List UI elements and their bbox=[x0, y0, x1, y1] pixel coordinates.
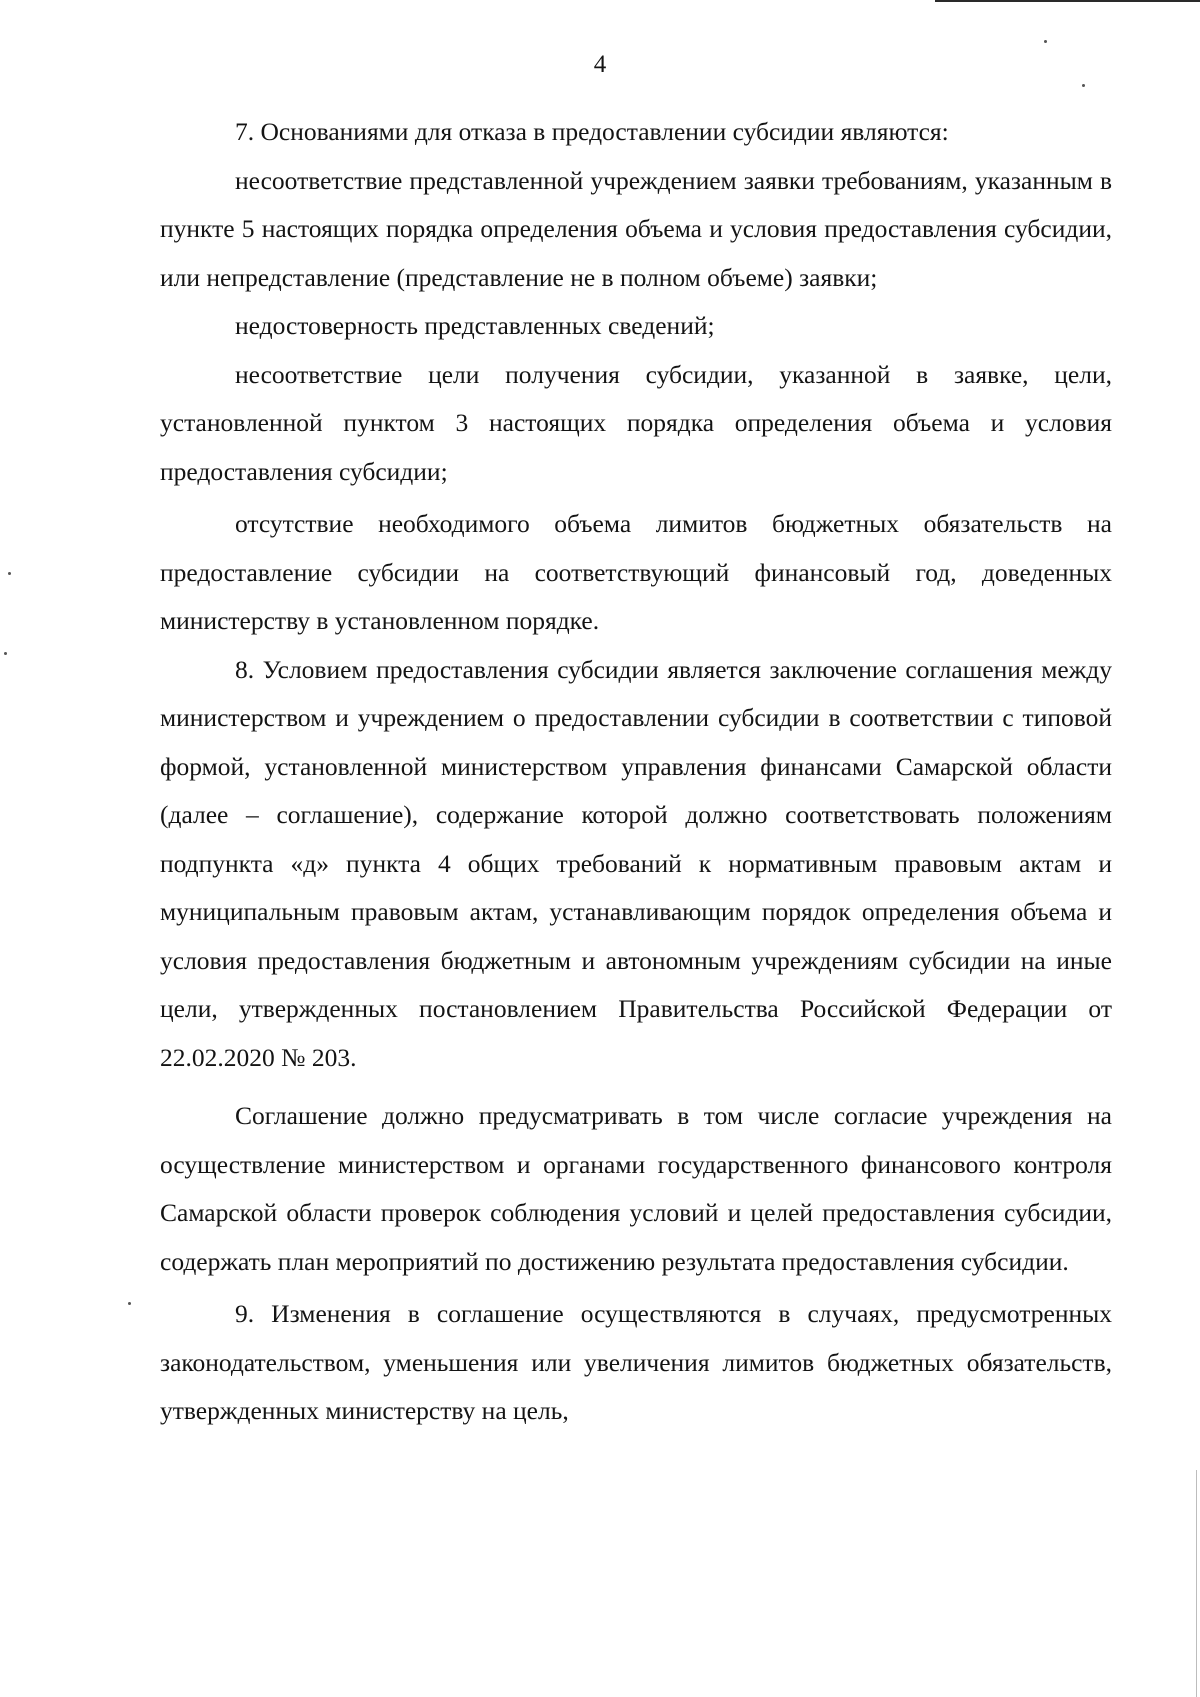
paragraph-9: 9. Изменения в соглашение осуществляются в случаях, предусмотренных законодательством, уменьшения или увеличения лимитов бюджетных обязательств, утвержденных министерству на цель, bbox=[160, 1299, 1112, 1425]
paragraph-8-agreement: Соглашение должно предусматривать в том числе согласие учреждения на осуществление министерством и органами государственного финансового контроля Самарской области проверок соблюдения условий и целей предоставления субсидии, содержать план мероприятий по достижению результата предоставления субсидии. bbox=[160, 1101, 1112, 1276]
paragraph-8: 8. Условием предоставления субсидии является заключение соглашения между министерством и учреждением о предоставлении субсидии в соответствии с типовой формой, установленной министерством управления финансами Самарской области (далее – соглашение), содержание которой должно соответствовать положениям подпункта «д» пункта 4 общих требований к нормативным правовым актам и муниципальным правовым актам, устанавливающим порядок определения объема и условия предоставления бюджетным и автономным учреждениям субсидии на иные цели, утвержденных постановлением Правительства Российской Федерации от 22.02.2020 № 203. bbox=[160, 654, 1112, 1072]
scan-speck bbox=[128, 1302, 131, 1305]
scan-speck bbox=[1044, 40, 1047, 43]
paragraph-7-item-limits: отсутствие необходимого объема лимитов бюджетных обязательств на предоставление субсидии на соответствующий финансовый год, доведенных министерству в установленном порядке. bbox=[160, 509, 1112, 635]
scan-speck bbox=[8, 572, 11, 575]
top-edge-rule bbox=[935, 0, 1200, 2]
paragraph-7-item-goal: несоответствие цели получения субсидии, указанной в заявке, цели, установленной пунктом 3 настоящих порядка определения объема и условия предоставления субсидии; bbox=[160, 359, 1112, 486]
document-body bbox=[160, 108, 1112, 1436]
scan-speck bbox=[1082, 84, 1085, 87]
paragraph-7-item-unreliable: недостоверность представленных сведений; bbox=[235, 311, 715, 340]
paragraph-7-heading: 7. Основаниями для отказа в предоставлении субсидии являются: bbox=[235, 117, 949, 146]
paragraph-7-item-mismatch: несоответствие представленной учреждением заявки требованиям, указанным в пункте 5 настоящих порядка определения объема и условия предоставления субсидии, или непредставление (представление не в полном объеме) заявки; bbox=[160, 165, 1112, 292]
scan-speck bbox=[4, 652, 7, 655]
page-number: 4 bbox=[593, 51, 607, 78]
scan-edge-line bbox=[1196, 1470, 1197, 1697]
